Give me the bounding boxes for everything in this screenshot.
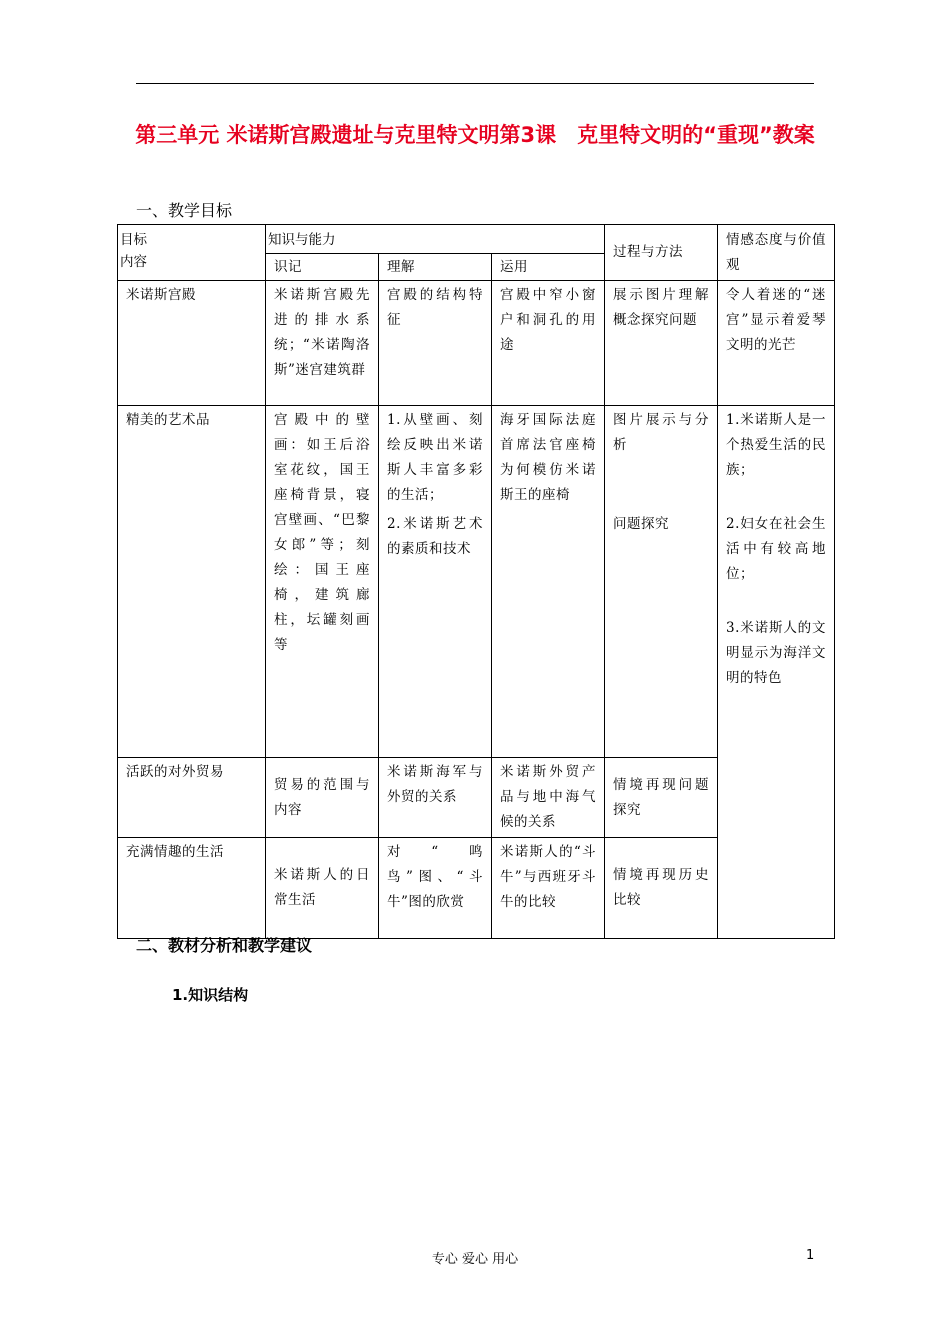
row-process-2: 问题探究 [613, 516, 670, 532]
section-heading-objectives: 一、教学目标 [136, 201, 233, 220]
row-apply: 海牙国际法庭首席法官座椅为何模仿米诺斯王的座椅 [500, 412, 597, 503]
objectives-table [117, 224, 835, 939]
row-topic: 活跃的对外贸易 [126, 764, 224, 780]
header-process: 过程与方法 [613, 244, 684, 260]
header-process-cell [605, 225, 718, 281]
corner-header-cell [118, 225, 266, 281]
header-recall-cell [266, 253, 379, 281]
row-understand: 宫殿的结构特征 [387, 287, 483, 328]
row-process: 情境再现历史比较 [613, 867, 710, 908]
page-footer: 专心 爱心 用心 [431, 1252, 519, 1267]
row-emotion-2: 2.妇女在社会生活中有较高地位； [726, 516, 827, 582]
section-heading-analysis: 二、教材分析和教学建议 [136, 936, 313, 955]
header-apply-cell [492, 253, 605, 281]
row-process: 情境再现问题探究 [613, 776, 710, 818]
row-apply: 宫殿中窄小窗户和洞孔的用途 [500, 287, 597, 353]
row-emotion-1: 1.米诺斯人是一个热爱生活的民族； [726, 412, 827, 478]
row-process: 展示图片理解概念探究问题 [613, 287, 710, 328]
row-recall: 宫殿中的壁画：如王后浴室花纹，国王座椅背景，寝宫壁画、“巴黎女郎”等；刻绘：国王座椅，建筑廊柱，坛罐刻画等 [274, 412, 370, 653]
row-apply: 米诺斯外贸产品与地中海气候的关系 [500, 764, 597, 830]
header-understand: 理解 [387, 258, 415, 275]
row-process-1: 图片展示与分析 [613, 412, 710, 453]
corner-label-bottom: 内容 [120, 254, 147, 270]
row-emotion: 令人着迷的“迷宫”显示着爱琴文明的光芒 [726, 287, 827, 353]
row-recall: 贸易的范围与内容 [274, 776, 370, 818]
row-recall: 米诺斯宫殿先进的排水系统；“米诺陶洛斯”迷宫建筑群 [274, 287, 370, 378]
header-rule [136, 83, 814, 84]
document-title: 第三单元 米诺斯宫殿遗址与克里特文明第3课 克里特文明的“重现”教案 [135, 123, 815, 147]
row-topic: 充满情趣的生活 [126, 844, 224, 860]
table-row [118, 281, 835, 406]
header-understand-cell [379, 253, 492, 281]
row-topic: 米诺斯宫殿 [126, 287, 196, 303]
row-understand: 米诺斯海军与外贸的关系 [387, 764, 483, 805]
row-understand-1: 1.从壁画、刻绘反映出米诺斯人丰富多彩的生活； [387, 412, 483, 503]
row-apply: 米诺斯人的“斗牛”与西班牙斗牛的比较 [500, 844, 597, 910]
table-row [118, 406, 835, 758]
corner-label-top: 目标 [120, 232, 147, 248]
row-understand: 对“鸣鸟”图、“斗牛”图的欣赏 [387, 844, 483, 910]
row-topic: 精美的艺术品 [126, 412, 210, 428]
row-understand-2: 2.米诺斯艺术的素质和技术 [387, 516, 483, 557]
page-number: 1 [806, 1248, 815, 1263]
header-apply: 运用 [500, 258, 528, 275]
header-recall: 识记 [274, 258, 302, 275]
row-emotion-3: 3.米诺斯人的文明显示为海洋文明的特色 [726, 620, 827, 686]
header-knowledge-cell [266, 225, 605, 254]
subsection-heading-structure: 1.知识结构 [172, 986, 249, 1004]
header-emotion: 情感态度与价值观 [726, 232, 827, 273]
row-recall: 米诺斯人的日常生活 [274, 867, 370, 908]
header-knowledge: 知识与能力 [268, 232, 336, 248]
header-emotion-cell [718, 225, 835, 281]
